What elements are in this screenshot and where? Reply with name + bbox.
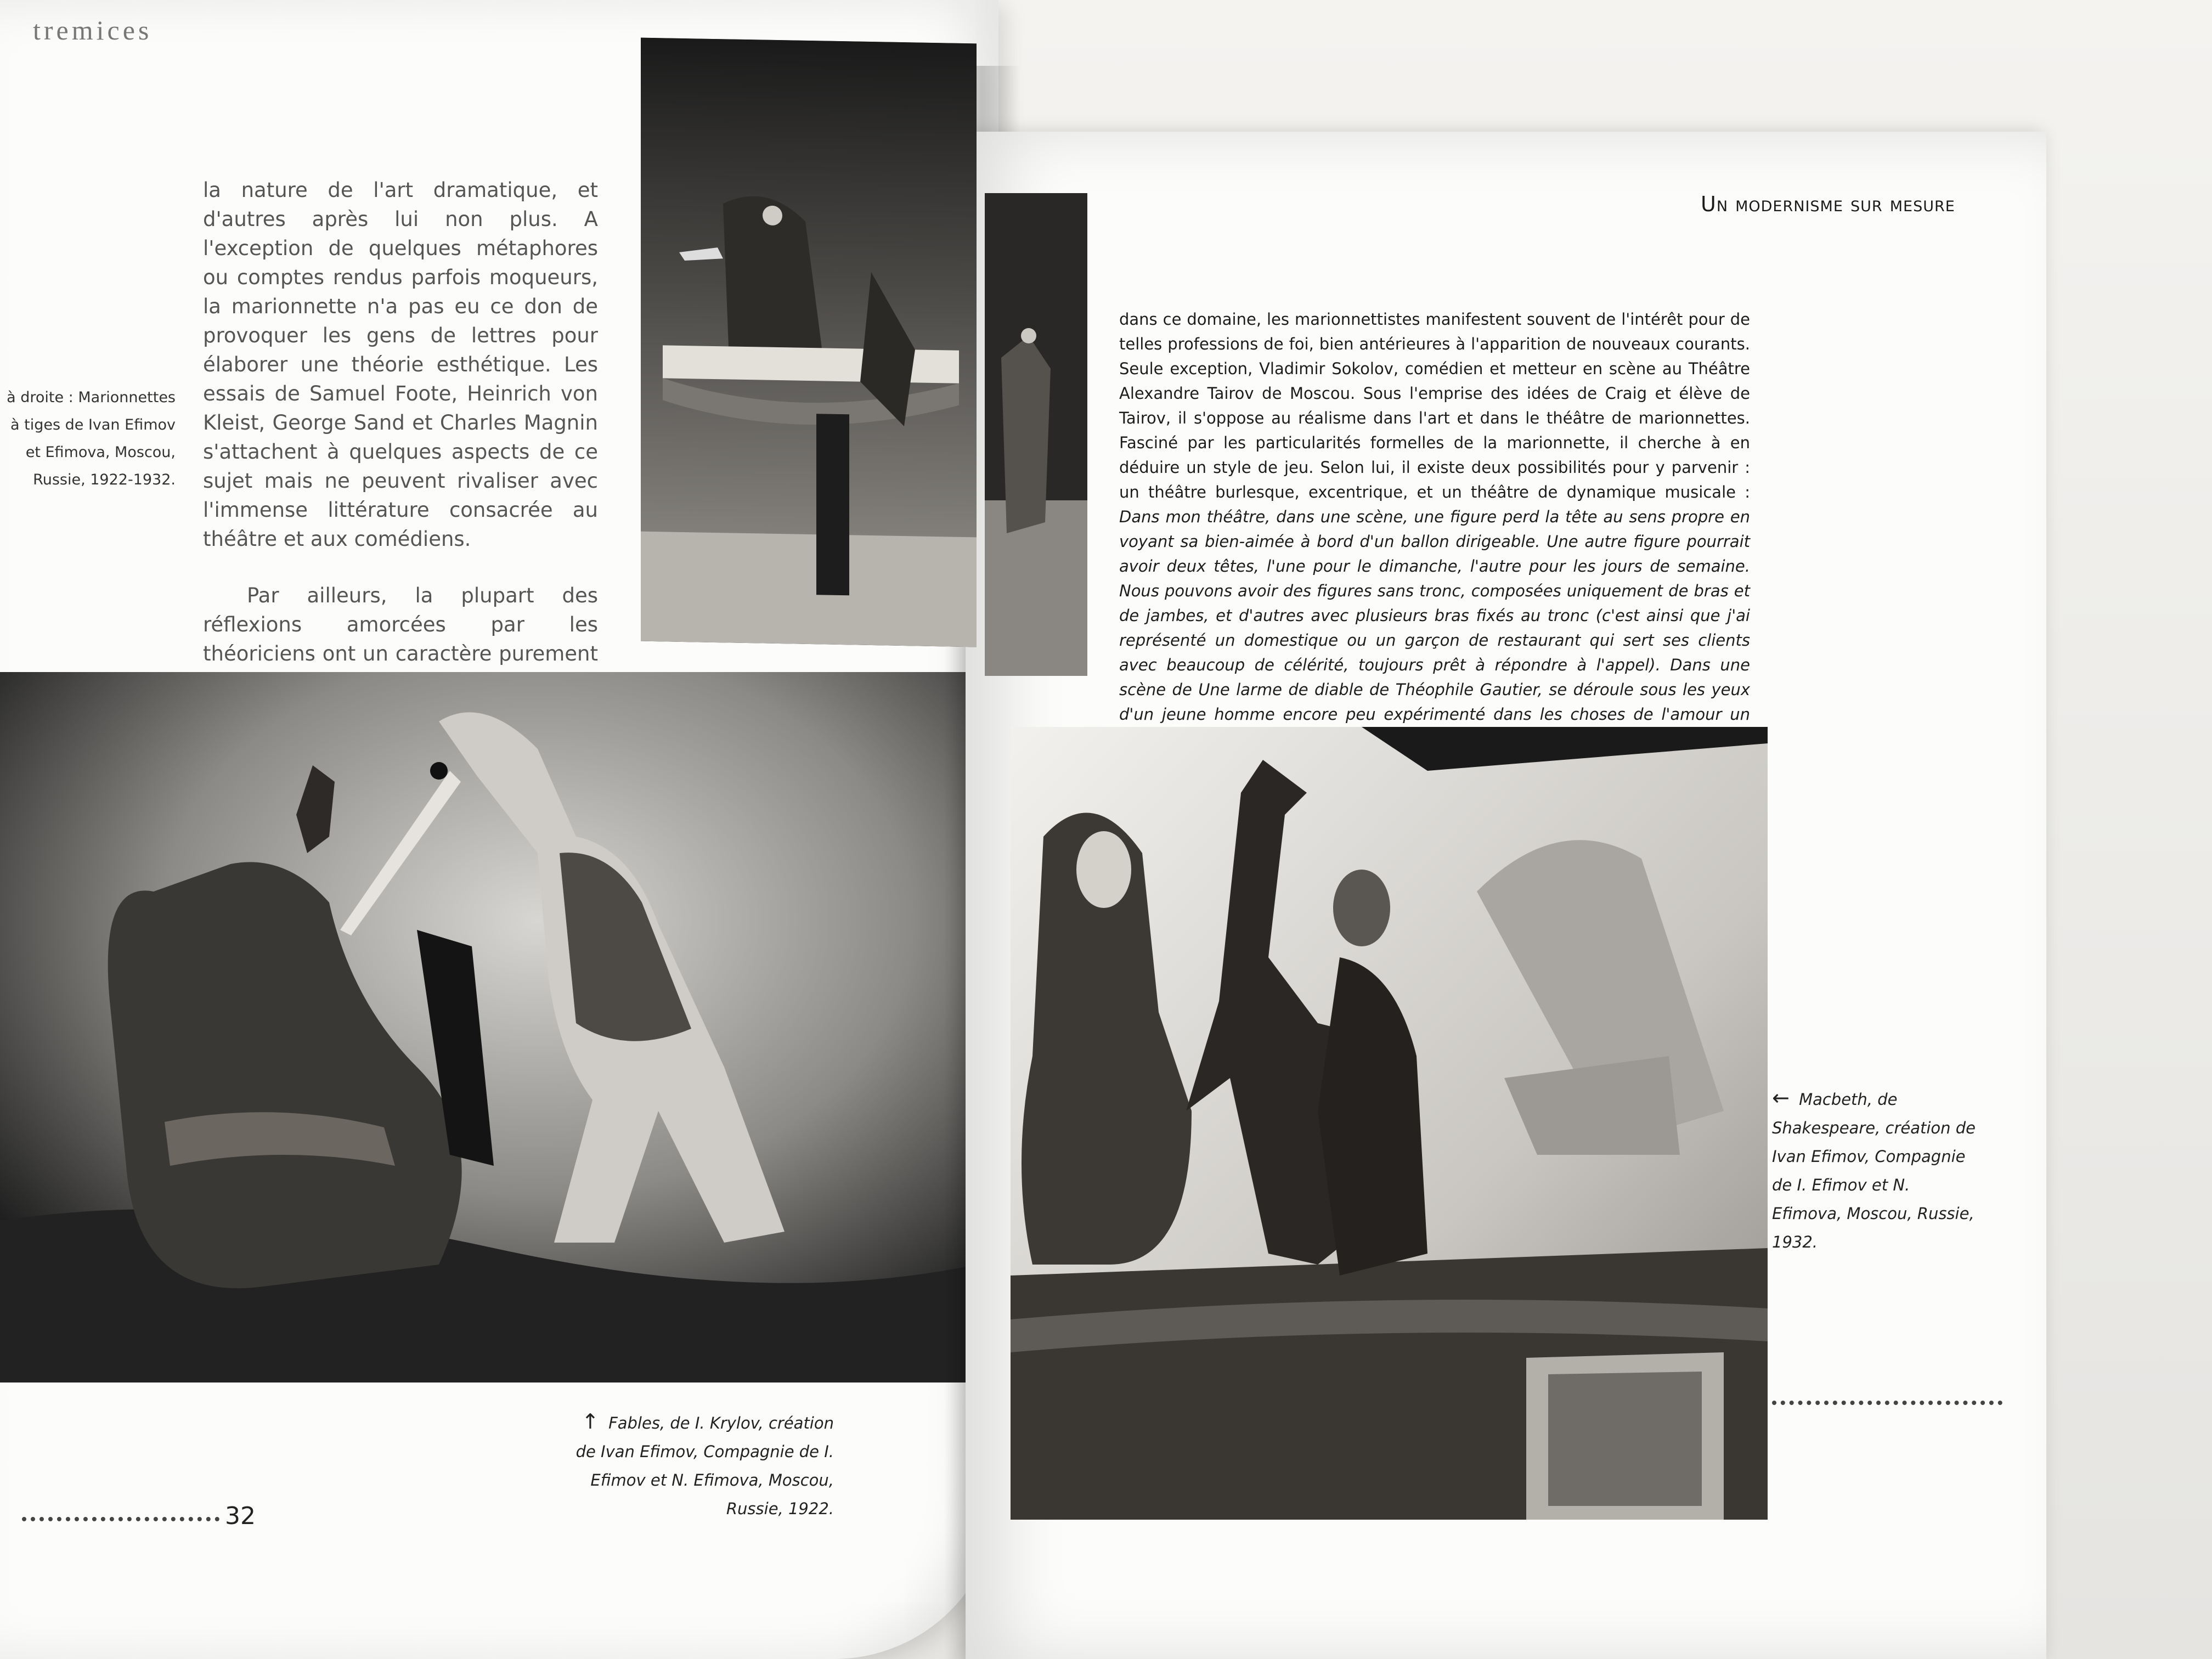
right-body-paragraph: dans ce domaine, les marionnettistes manifestent souvent de l'intérêt pour de telles professions de foi, bien antérieures à l'apparition de nouveaux courants. Seule exception, Vladimir Sokolov, comédien et metteur en scène au Théâtre Alexandre Tairov de Moscou. Sous l'emprise des idées de Craig et élève de Tairov, il s'oppose au réalisme dans l'art et dans le théâtre de marionnettes. Fasciné par les particularités formelles de la marionnette, il cherche à en déduire un style de jeu. Selon lui, il existe deux possibilités pour y parvenir : un théâtre burlesque, excentrique, et un théâtre de dynamique musicale : <box>1119 310 1750 501</box>
side-caption: à droite : Marionnettes à tiges de Ivan Efimov et Efimova, Moscou, Russie, 1922-1932. <box>7 389 176 488</box>
up-arrow-icon: ↑ <box>582 1409 599 1434</box>
macbeth-caption <box>1772 1084 1980 1256</box>
right-body-text <box>1119 307 1750 776</box>
left-arrow-icon: ← <box>1772 1086 1790 1110</box>
left-paragraph-1: la nature de l'art dramatique, et d'autres après lui non plus. A l'exception de quelques métaphores ou comptes rendus parfois moqueurs, la marionnette n'a pas eu ce don de provoquer les gens de lettres pour élaborer une théorie esthétique. Les essais de Samuel Foote, Heinrich von Kleist, George Sand et Charles Magnin s'attachent à quelques aspects de ce sujet mais ne peuvent rivaliser avec l'immense littérature consacrée au théâtre et aux comédiens. <box>203 178 598 551</box>
macbeth-caption-text: Macbeth, de Shakespeare, création de Ivan Efimov, Compagnie de I. Efimov et N. Efimova, Moscou, Russie, 1932. <box>1772 1090 1976 1251</box>
fables-caption <box>571 1407 834 1523</box>
left-paragraph-2: Par ailleurs, la plupart des réflexions amorcées par les théoriciens ont un caractère purement <box>203 584 598 665</box>
stage-puppets-photo-right <box>985 193 1087 676</box>
left-text-column <box>203 176 598 725</box>
right-body-quote: Dans mon théâtre, dans une scène, une figure perd la tête au sens propre en voyant sa bien-aimée à bord d'un ballon dirigeable. Une autre figure pourrait avoir deux têtes, l'une pour le dimanche, l'autre pour les jours de semaine. Nous pouvons avoir des figures sans tronc, composées uniquement de bras et de jambes, et d'autres avec plusieurs bras fixés au tronc (c'est ainsi que j'ai représenté un domestique ou un garçon de restaurant qui sert ses clients avec beaucoup de célérité, toujours prêt à répondre à l'appel). Dans une scène de Une larme de diable de Théophile Gautier, se déroule sous les yeux d'un jeune homme encore peu expérimenté dans les choses de l'amour un <box>1119 507 1750 724</box>
left-dotted-rule <box>22 1517 219 1521</box>
fables-caption-text: Fables, de I. Krylov, création de Ivan Efimov, Compagnie de I. Efimov et N. Efimova, Moscou, Russie, 1922. <box>575 1414 834 1518</box>
left-running-head: tremices <box>33 15 153 46</box>
right-dotted-rule <box>1772 1401 2002 1405</box>
right-running-head: Un modernisme sur mesure <box>1701 192 1955 216</box>
stage-puppets-photo <box>641 38 977 647</box>
page-number: 32 <box>225 1502 256 1530</box>
macbeth-puppet-photo <box>1011 727 1768 1520</box>
fables-puppet-photo <box>0 672 977 1383</box>
